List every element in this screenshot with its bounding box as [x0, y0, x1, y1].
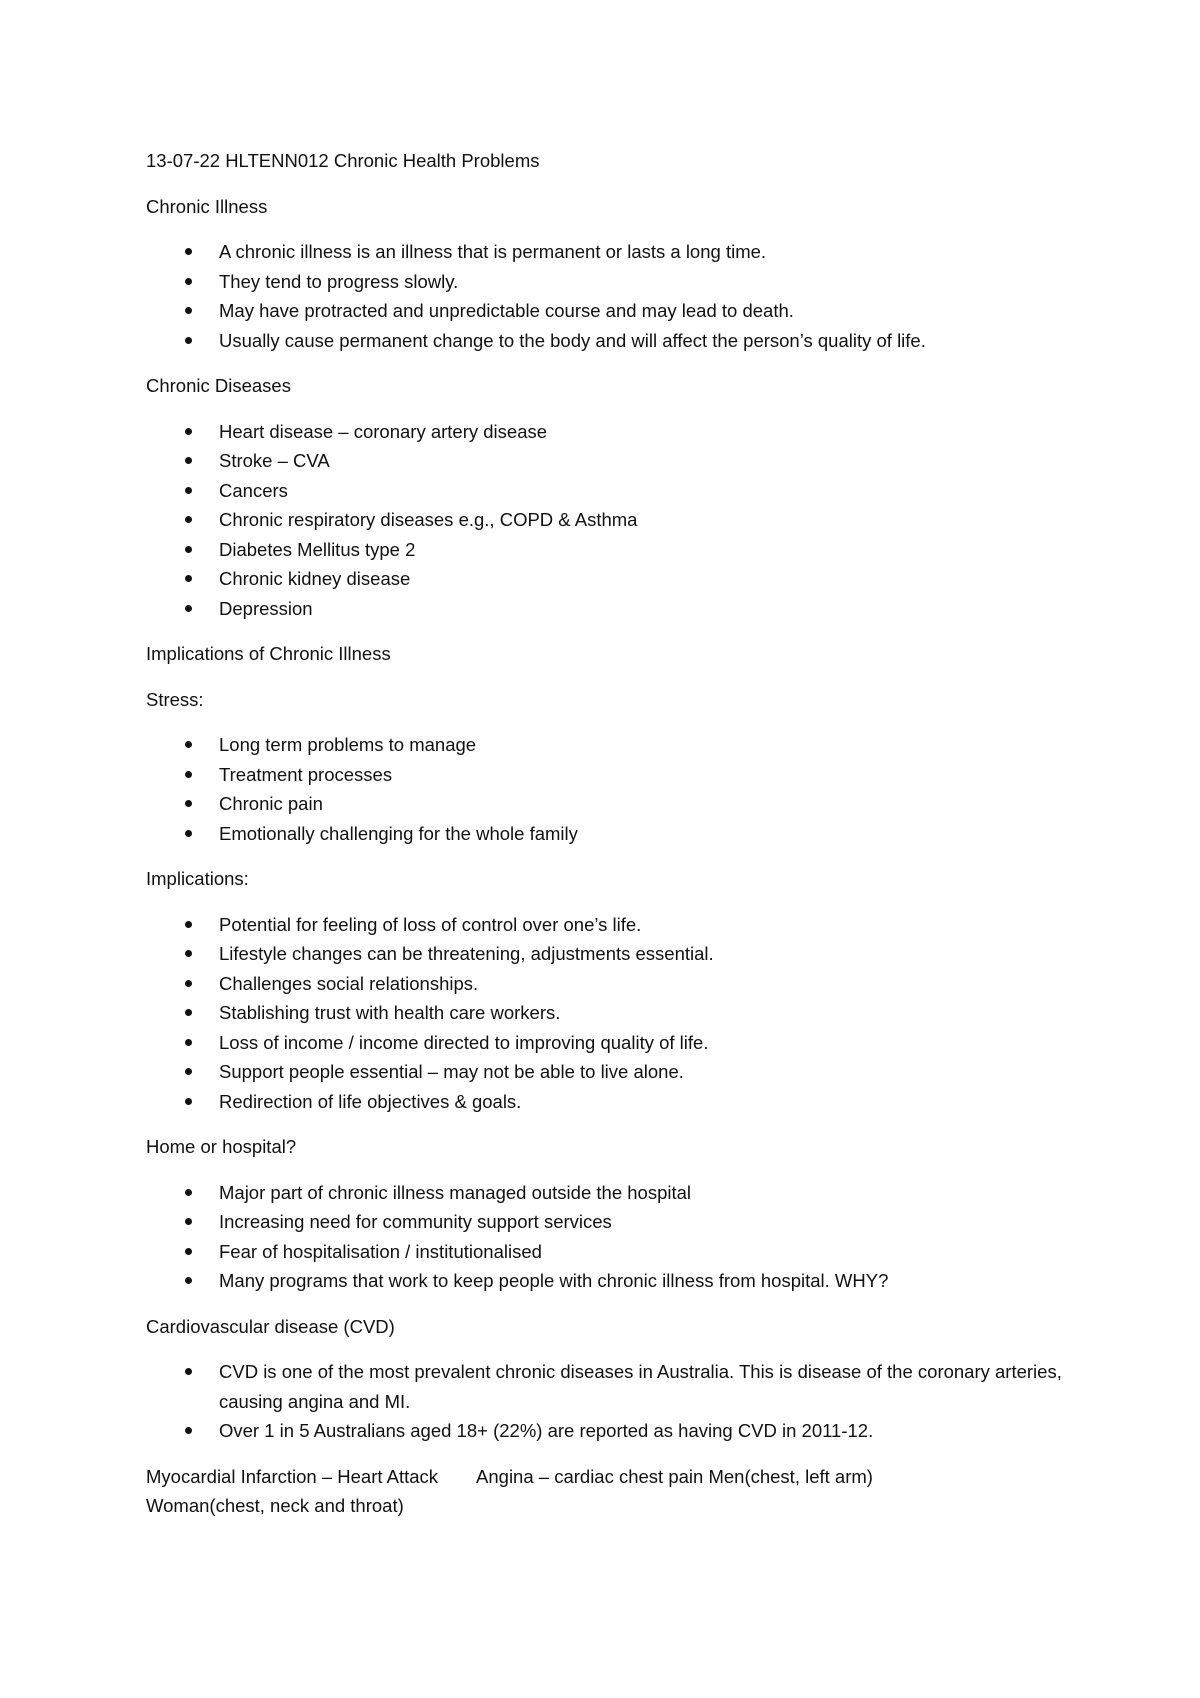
- bullet-icon: [185, 248, 192, 255]
- bullet-icon: [185, 1189, 192, 1196]
- list-item: Potential for feeling of loss of control over one’s life.: [146, 910, 1076, 940]
- list-item: Diabetes Mellitus type 2: [146, 535, 1076, 565]
- cvd-list: [146, 1357, 1076, 1446]
- bullet-icon: [185, 1218, 192, 1225]
- heading-implications-of-chronic-illness: Implications of Chronic Illness: [146, 643, 391, 664]
- bullet-icon: [185, 307, 192, 314]
- bullet-icon: [185, 605, 192, 612]
- list-item: CVD is one of the most prevalent chronic diseases in Australia. This is disease of the coronary arteries, causing angina and MI.: [146, 1357, 1076, 1416]
- bullet-icon: [185, 546, 192, 553]
- bullet-icon: [185, 921, 192, 928]
- document-body: [146, 146, 1076, 1521]
- bullet-icon: [185, 1039, 192, 1046]
- bullet-icon: [185, 800, 192, 807]
- bullet-icon: [185, 278, 192, 285]
- heading-home-or-hospital: Home or hospital?: [146, 1136, 297, 1157]
- bullet-icon: [185, 487, 192, 494]
- heading-stress: Stress:: [146, 688, 204, 710]
- heading-implications: Implications:: [146, 868, 249, 889]
- chronic-diseases-list: [146, 417, 1076, 624]
- stress-list: [146, 730, 1076, 848]
- list-item: They tend to progress slowly.: [146, 267, 1076, 297]
- bullet-icon: [185, 575, 192, 582]
- chronic-illness-list: [146, 237, 1076, 355]
- list-item: Cancers: [146, 476, 1076, 506]
- list-item: Heart disease – coronary artery disease: [146, 417, 1076, 447]
- woman-text: Woman(chest, neck and throat): [146, 1495, 404, 1516]
- bullet-icon: [185, 1368, 192, 1375]
- bullet-icon: [185, 950, 192, 957]
- list-item: Stroke – CVA: [146, 446, 1076, 476]
- list-item: Depression: [146, 594, 1076, 624]
- bullet-icon: [185, 457, 192, 464]
- bullet-icon: [185, 428, 192, 435]
- mi-text: Myocardial Infarction – Heart Attack: [146, 1465, 439, 1487]
- list-item: Stablishing trust with health care workers.: [146, 998, 1076, 1028]
- bullet-icon: [185, 980, 192, 987]
- list-item: Many programs that work to keep people with chronic illness from hospital. WHY?: [146, 1266, 1076, 1296]
- bullet-icon: [185, 771, 192, 778]
- list-item: Emotionally challenging for the whole family: [146, 819, 1076, 849]
- bullet-icon: [185, 1009, 192, 1016]
- mi-angina-line: [146, 1462, 1076, 1521]
- angina-text: Angina – cardiac chest pain Men(chest, left arm): [476, 1465, 873, 1487]
- home-or-hospital-list: [146, 1178, 1076, 1296]
- list-item: Over 1 in 5 Australians aged 18+ (22%) are reported as having CVD in 2011-12.: [146, 1416, 1076, 1446]
- bullet-icon: [185, 1098, 192, 1105]
- list-item: Lifestyle changes can be threatening, adjustments essential.: [146, 939, 1076, 969]
- list-item: Increasing need for community support services: [146, 1207, 1076, 1237]
- bullet-icon: [185, 337, 192, 344]
- bullet-icon: [185, 1248, 192, 1255]
- list-item: Chronic kidney disease: [146, 564, 1076, 594]
- bullet-icon: [185, 1277, 192, 1284]
- bullet-icon: [185, 830, 192, 837]
- list-item: May have protracted and unpredictable course and may lead to death.: [146, 296, 1076, 326]
- document-title: 13-07-22 HLTENN012 Chronic Health Problems: [146, 150, 540, 171]
- list-item: Chronic pain: [146, 789, 1076, 819]
- list-item: Chronic respiratory diseases e.g., COPD & Asthma: [146, 505, 1076, 535]
- list-item: Fear of hospitalisation / institutionalised: [146, 1237, 1076, 1267]
- list-item: Treatment processes: [146, 760, 1076, 790]
- bullet-icon: [185, 1427, 192, 1434]
- list-item: Major part of chronic illness managed outside the hospital: [146, 1178, 1076, 1208]
- bullet-icon: [185, 1068, 192, 1075]
- bullet-icon: [185, 516, 192, 523]
- heading-cardiovascular-disease: Cardiovascular disease (CVD): [146, 1315, 395, 1337]
- list-item: Long term problems to manage: [146, 730, 1076, 760]
- bullet-icon: [185, 741, 192, 748]
- list-item: Support people essential – may not be able to live alone.: [146, 1057, 1076, 1087]
- heading-chronic-illness: Chronic Illness: [146, 195, 268, 217]
- list-item: Redirection of life objectives & goals.: [146, 1087, 1076, 1117]
- list-item: Loss of income / income directed to improving quality of life.: [146, 1028, 1076, 1058]
- implications-list: [146, 910, 1076, 1117]
- list-item: A chronic illness is an illness that is permanent or lasts a long time.: [146, 237, 1076, 267]
- list-item: Challenges social relationships.: [146, 969, 1076, 999]
- list-item: Usually cause permanent change to the body and will affect the person’s quality of life.: [146, 326, 1076, 356]
- heading-chronic-diseases: Chronic Diseases: [146, 375, 291, 396]
